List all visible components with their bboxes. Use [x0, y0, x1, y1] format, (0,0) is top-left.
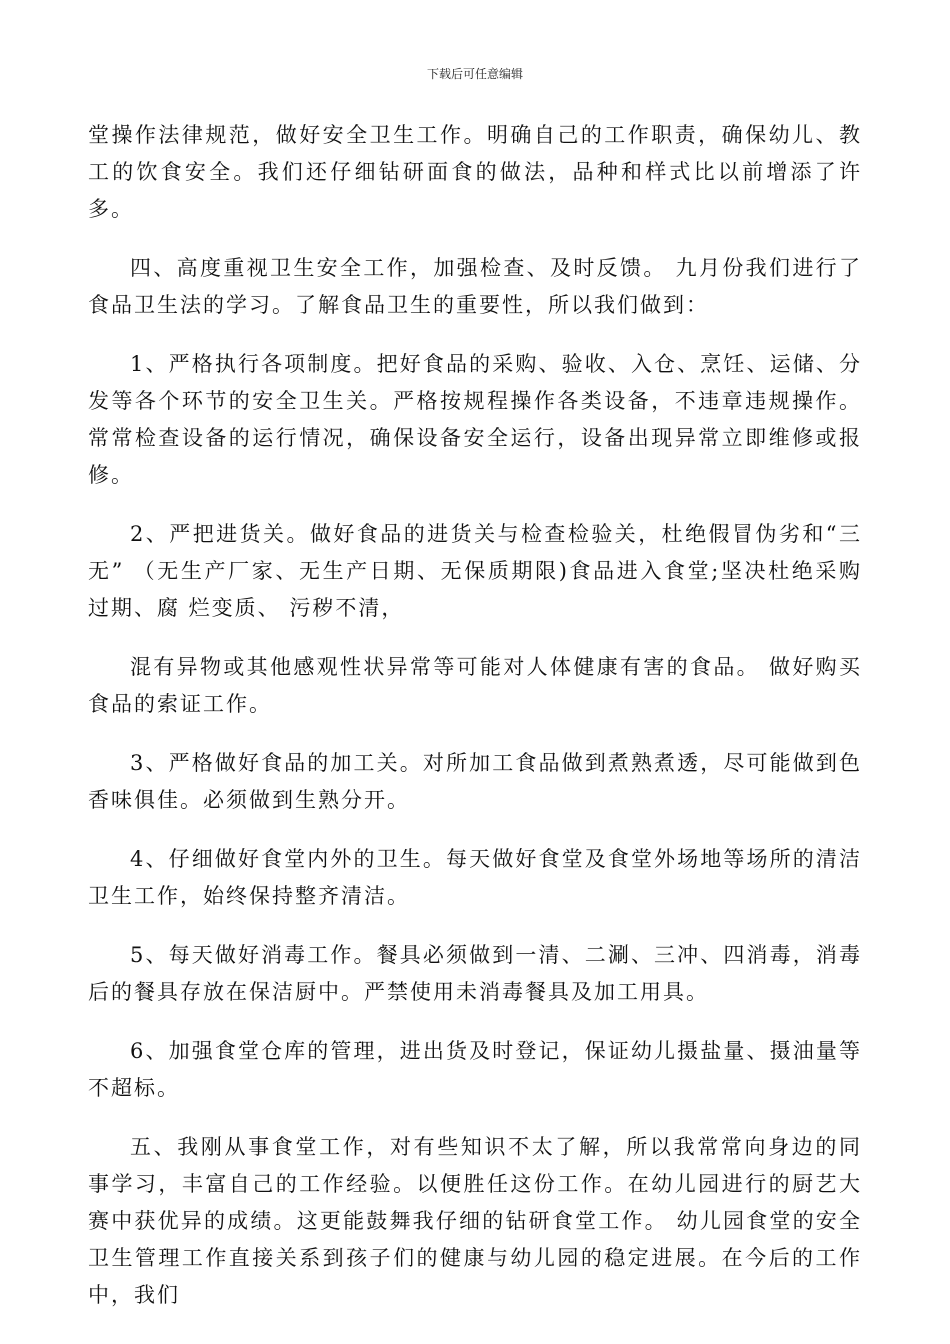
paragraph-item-2: 2、严把进货关。做好食品的进货关与检查检验关，杜绝假冒伪劣和“三无” （无生产厂家、无生产日期、无保质期限)食品进入食堂;坚决杜绝采购过期、腐 烂变质、 污秽不清，: [88, 522, 862, 620]
paragraph-section-four: 四、高度重视卫生安全工作，加强检查、及时反馈。 九月份我们进行了食品卫生法的学习。了解食品卫生的重要性，所以我们做到：: [88, 256, 862, 317]
paragraph-item-4: 4、仔细做好食堂内外的卫生。每天做好食堂及食堂外场地等场所的清洁卫生工作，始终保持整齐清洁。: [88, 847, 862, 908]
page-header: 下载后可任意编辑: [426, 67, 523, 81]
paragraph-item-5: 5、每天做好消毒工作。餐具必须做到一清、二涮、三冲、四消毒，消毒后的餐具存放在保洁厨中。严禁使用未消毒餐具及加工用具。: [88, 943, 862, 1004]
paragraph-item-1: 1、严格执行各项制度。把好食品的采购、验收、入仓、烹饪、运储、分发等各个环节的安全卫生关。严格按规程操作各类设备，不违章违规操作。常常检查设备的运行情况，确保设备安全运行，设备出现异常立即维修或报修。: [88, 352, 862, 487]
paragraph-continuation: 堂操作法律规范，做好安全卫生工作。明确自己的工作职责，确保幼儿、教工的饮食安全。我们还仔细钻研面食的做法，品种和样式比以前增添了许多。: [88, 123, 862, 221]
paragraph-section-five: 五、我刚从事食堂工作，对有些知识不太了解，所以我常常向身边的同事学习，丰富自己的工作经验。以便胜任这份工作。在幼儿园进行的厨艺大赛中获优异的成绩。这更能鼓舞我仔细的钻研食堂工作。 幼儿园食堂的安全卫生管理工作直接关系到孩子们的健康与幼儿园的稳定进展。在今后的工作中，我们: [88, 1135, 862, 1307]
paragraph-item-2-cont: 混有异物或其他感观性状异常等可能对人体健康有害的食品。 做好购买食品的索证工作。: [88, 655, 862, 716]
paragraph-item-6: 6、加强食堂仓库的管理，进出货及时登记，保证幼儿摄盐量、摄油量等不超标。: [88, 1039, 862, 1100]
paragraph-item-3: 3、严格做好食品的加工关。对所加工食品做到煮熟煮透，尽可能做到色香味俱佳。必须做到生熟分开。: [88, 751, 862, 812]
document-body: [88, 117, 862, 1336]
